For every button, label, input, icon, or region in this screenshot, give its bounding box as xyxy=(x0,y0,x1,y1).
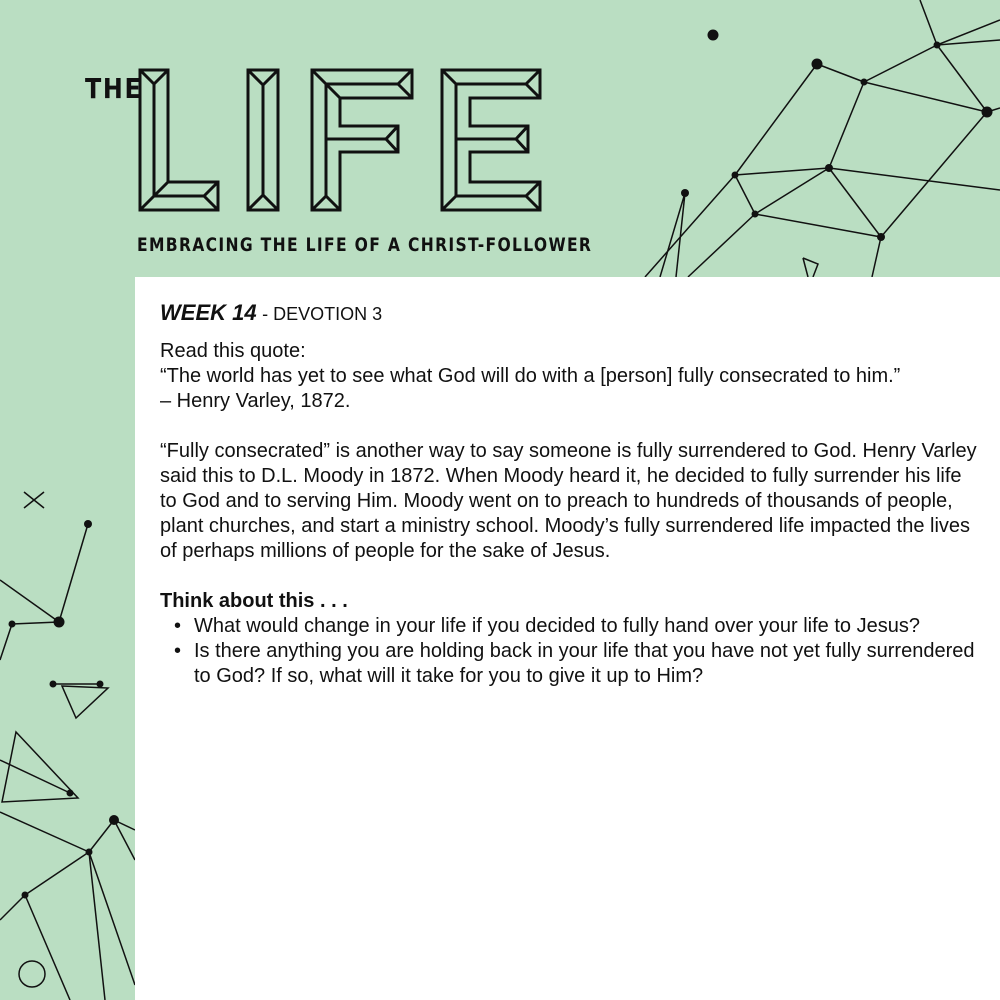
logo-the-text: THE xyxy=(85,72,143,105)
quote-text: “The world has yet to see what God will do with a [person] fully consecrated to him.” xyxy=(160,365,901,387)
week-heading xyxy=(160,300,980,327)
life-logo xyxy=(138,68,544,214)
quote-attribution: – Henry Varley, 1872. xyxy=(160,390,351,412)
devotion-content xyxy=(160,300,980,689)
body-paragraph: “Fully consecrated” is another way to say someone is fully surrendered to God. Henry Varley said this to D.L. Moody in 1872. When Moody heard it, he decided to fully surrender his life to God and to serving Him. Moody went on to preach to hundreds of thousands of people, plant churches, and start a ministry school. Moody’s fully surrendered life impacted the lives of perhaps millions of people for the sake of Jesus. xyxy=(160,440,977,562)
think-heading: Think about this . . . xyxy=(160,590,348,612)
week-label: WEEK 14 xyxy=(160,300,257,325)
question-text: Is there anything you are holding back in your life that you have not yet fully surrendered to God? If so, what will it take for you to give it up to Him? xyxy=(194,640,975,687)
list-item xyxy=(170,614,980,639)
tagline: EMBRACING THE LIFE OF A CHRIST-FOLLOWER xyxy=(137,234,593,256)
list-item xyxy=(170,639,980,689)
quote-intro: Read this quote: xyxy=(160,340,306,362)
bullet-icon: • xyxy=(174,640,182,662)
devotion-label: - DEVOTION 3 xyxy=(262,304,383,324)
question-list xyxy=(160,614,980,689)
bullet-icon: • xyxy=(174,615,182,637)
question-text: What would change in your life if you decided to fully hand over your life to Jesus? xyxy=(194,615,920,637)
